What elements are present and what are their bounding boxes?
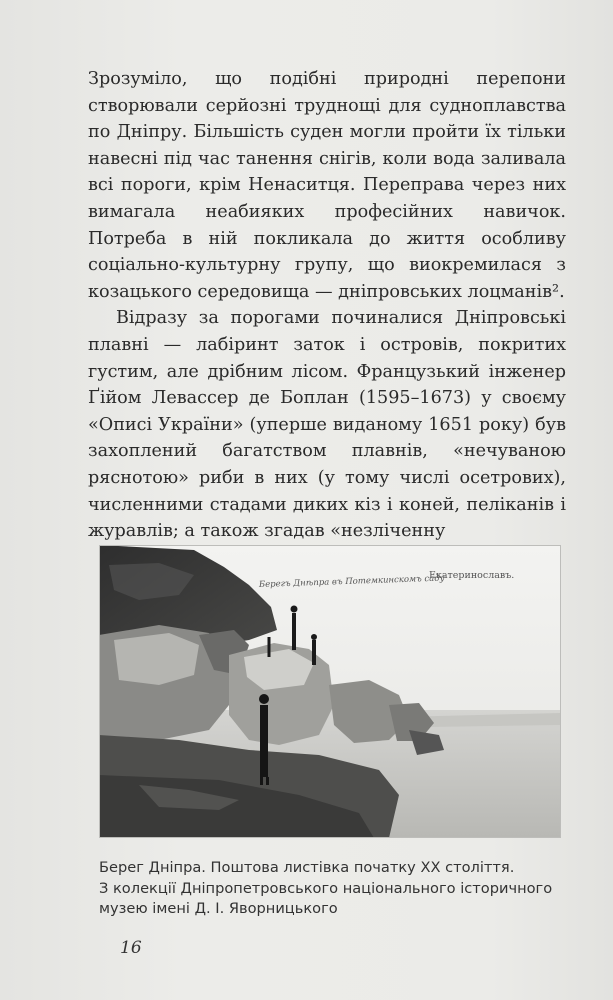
caption-line-2: З колекції Дніпропетровського національного історичного <box>99 879 553 897</box>
photo-caption <box>99 858 569 920</box>
paragraph-1 <box>88 66 566 305</box>
postcard-inscription-left: Берегъ Днѣпра въ Потемкинскомъ саду <box>258 573 445 590</box>
paragraph-2: Відразу за порогами починалися Дніпровські плавні — лабіринт заток і островів, покритих густим, але дрібним лісом. Французький інженер Ґійом Левассер де Боплан (1595–1673) у своєму «Описі України» (уперше виданому 1651 року) був захоплений багатством плавнів, «нечуваною ряснотою» риби в них (у тому числі осетрових), численними стадами диких кіз і коней, пеліканів і журавлів; а також згадав «незліченну <box>88 308 566 542</box>
caption-line-3: музею імені Д. І. Яворницького <box>99 900 338 917</box>
paragraph-1-text: Зрозуміло, що подібні природні перепони створювали серйозні труднощі для судноплавства по Дніпру. Більшість суден могли пройти їх тільки навесні під час танення снігів, коли вода заливала всі пороги, крім Ненаситця. Переправа через них вимагала неабияких професійних навичок. Потреба в ній покликала до життя особливу соціально-культурну групу, що виокремилася з козацького середовища — дніпровських лоцманів² <box>88 69 566 302</box>
postcard-image <box>99 545 561 838</box>
page-number: 16 <box>120 938 142 958</box>
postcard-inscription-right: Екатеринославъ. <box>429 570 515 581</box>
caption-line-1: Берег Дніпра. Поштова листівка початку ХХ століття. <box>99 859 515 876</box>
postcard-photo <box>99 545 561 838</box>
body-text <box>88 66 566 545</box>
paragraph-1-end: . <box>559 281 565 302</box>
